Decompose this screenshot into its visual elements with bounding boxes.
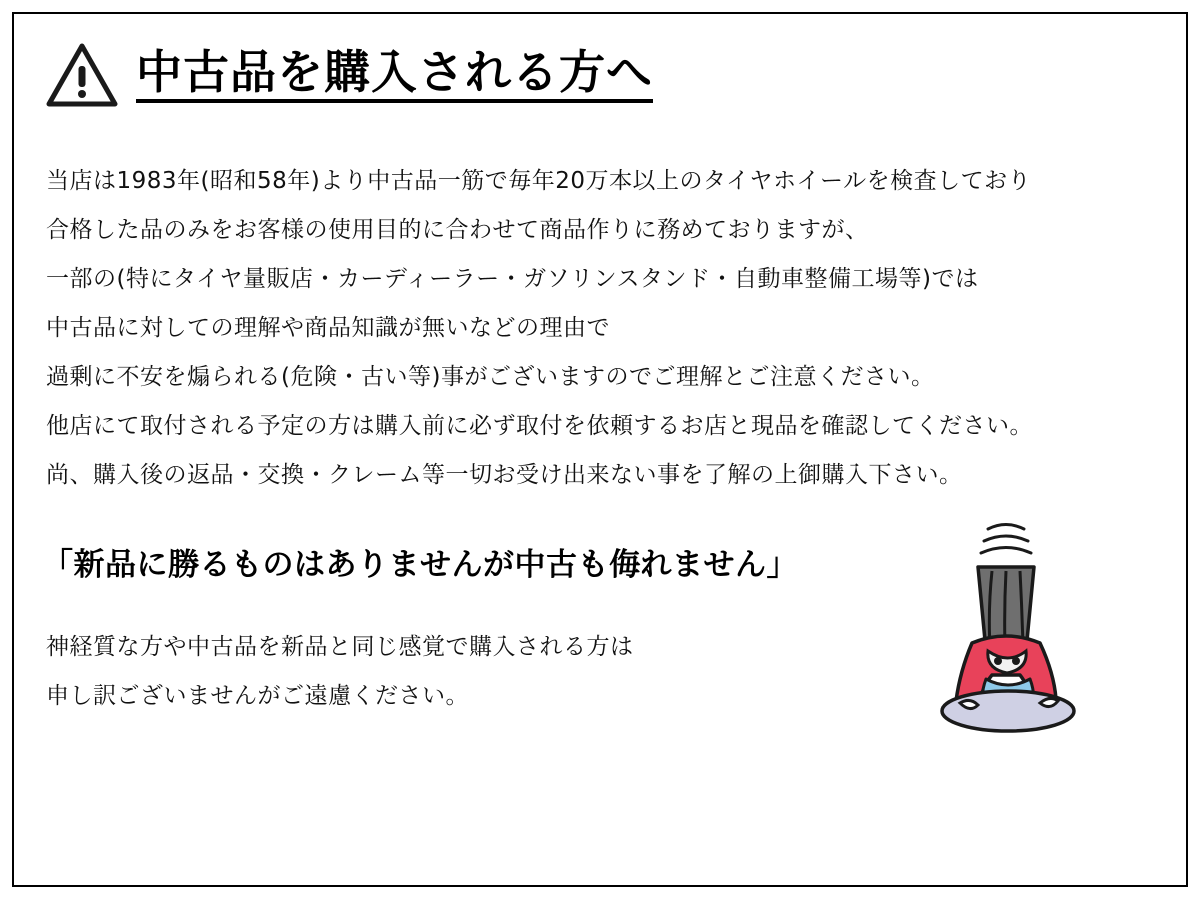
page-header [46, 42, 1168, 108]
tire-character-bowing-icon [926, 511, 1116, 741]
body-line: 一部の(特にタイヤ量販店・カーディーラー・ガソリンスタンド・自動車整備工場等)では [46, 266, 979, 292]
body-line: 過剰に不安を煽られる(危険・古い等)事がございますのでご理解とご注意ください。 [46, 364, 935, 390]
body-line: 尚、購入後の返品・交換・クレーム等一切お受け出来ない事を了解の上御購入下さい。 [46, 462, 963, 488]
body-line: 中古品に対しての理解や商品知識が無いなどの理由で [46, 315, 610, 341]
body-line: 他店にて取付される予定の方は購入前に必ず取付を依頼するお店と現品を確認してください。 [46, 413, 1033, 439]
page-title: 中古品を購入される方へ [136, 47, 653, 104]
body-line: 当店は1983年(昭和58年)より中古品一筋で毎年20万本以上のタイヤホイールを検査しており [46, 168, 1032, 194]
body-paragraph [46, 170, 1168, 487]
body-line: 合格した品のみをお客様の使用目的に合わせて商品作りに務めておりますが、 [46, 217, 869, 243]
closing-line: 神経質な方や中古品を新品と同じ感覚で購入される方は [46, 634, 634, 660]
quote-text: 「新品に勝るものはありませんが中古も侮れません」 [42, 547, 798, 583]
warning-triangle-icon [46, 42, 118, 108]
page-content [6, 6, 1194, 893]
closing-line: 申し訳ございませんがご遠慮ください。 [46, 683, 469, 709]
